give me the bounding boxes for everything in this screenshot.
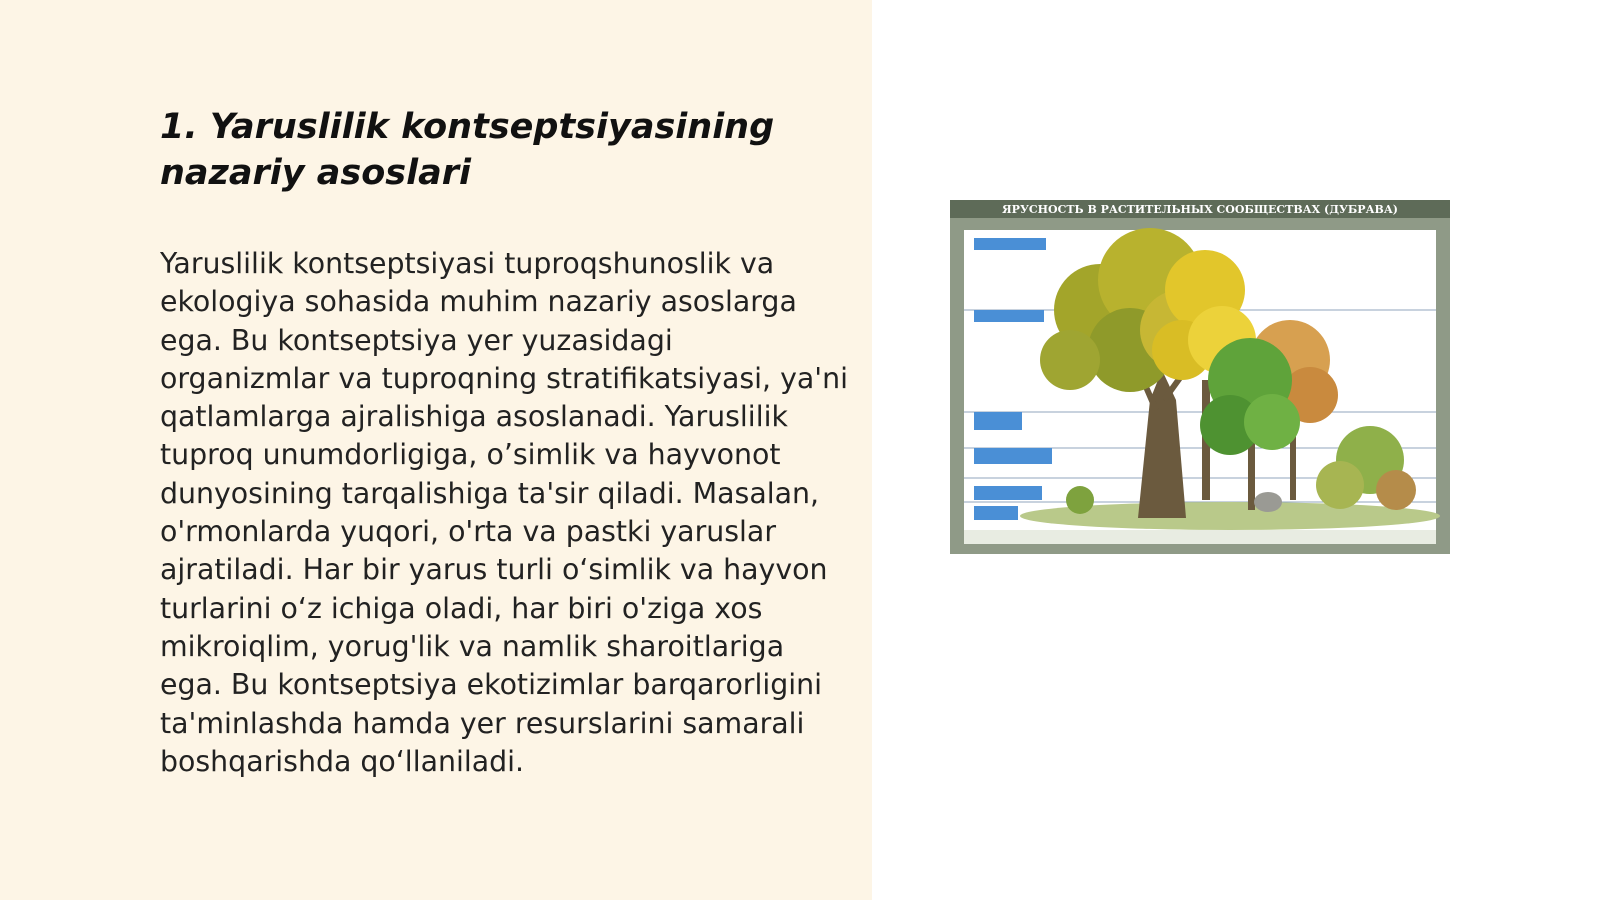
forest-layers-poster-image [950,200,1450,554]
slide-title: 1. Yaruslilik kontseptsiyasining nazariy asoslari [160,107,775,193]
slide-body-text: Yaruslilik kontseptsiyasi tuproqshunoslik va ekologiya sohasida muhim nazariy asoslarga ega. Bu kontseptsiya yer yuzasidagi organizmlar va tuproqning stratifikatsiyasi, ya'ni qatlamlarga ajralishiga asoslanadi. Yaruslilik tuproq unumdorligiga, o’simlik va hayvonot dunyosining tarqalishiga ta'sir qiladi. Masalan, o'rmonlarda yuqori, o'rta va pastki yaruslar ajratiladi. Har bir yarus turli o‘simlik va hayvon turlarini o‘z ichiga oladi, har biri o'ziga xos mikroiqlim, yorug'lik va namlik sharoitlariga ega. Bu kontseptsiya ekotizimlar barqarorligini ta'minlashda hamda yer resurslarini samarali boshqarishda qo‘llaniladi. [160,247,848,778]
poster-heading: ЯРУСНОСТЬ В РАСТИТЕЛЬНЫХ СООБЩЕСТВАХ (ДУБРАВА) [1001,203,1399,216]
